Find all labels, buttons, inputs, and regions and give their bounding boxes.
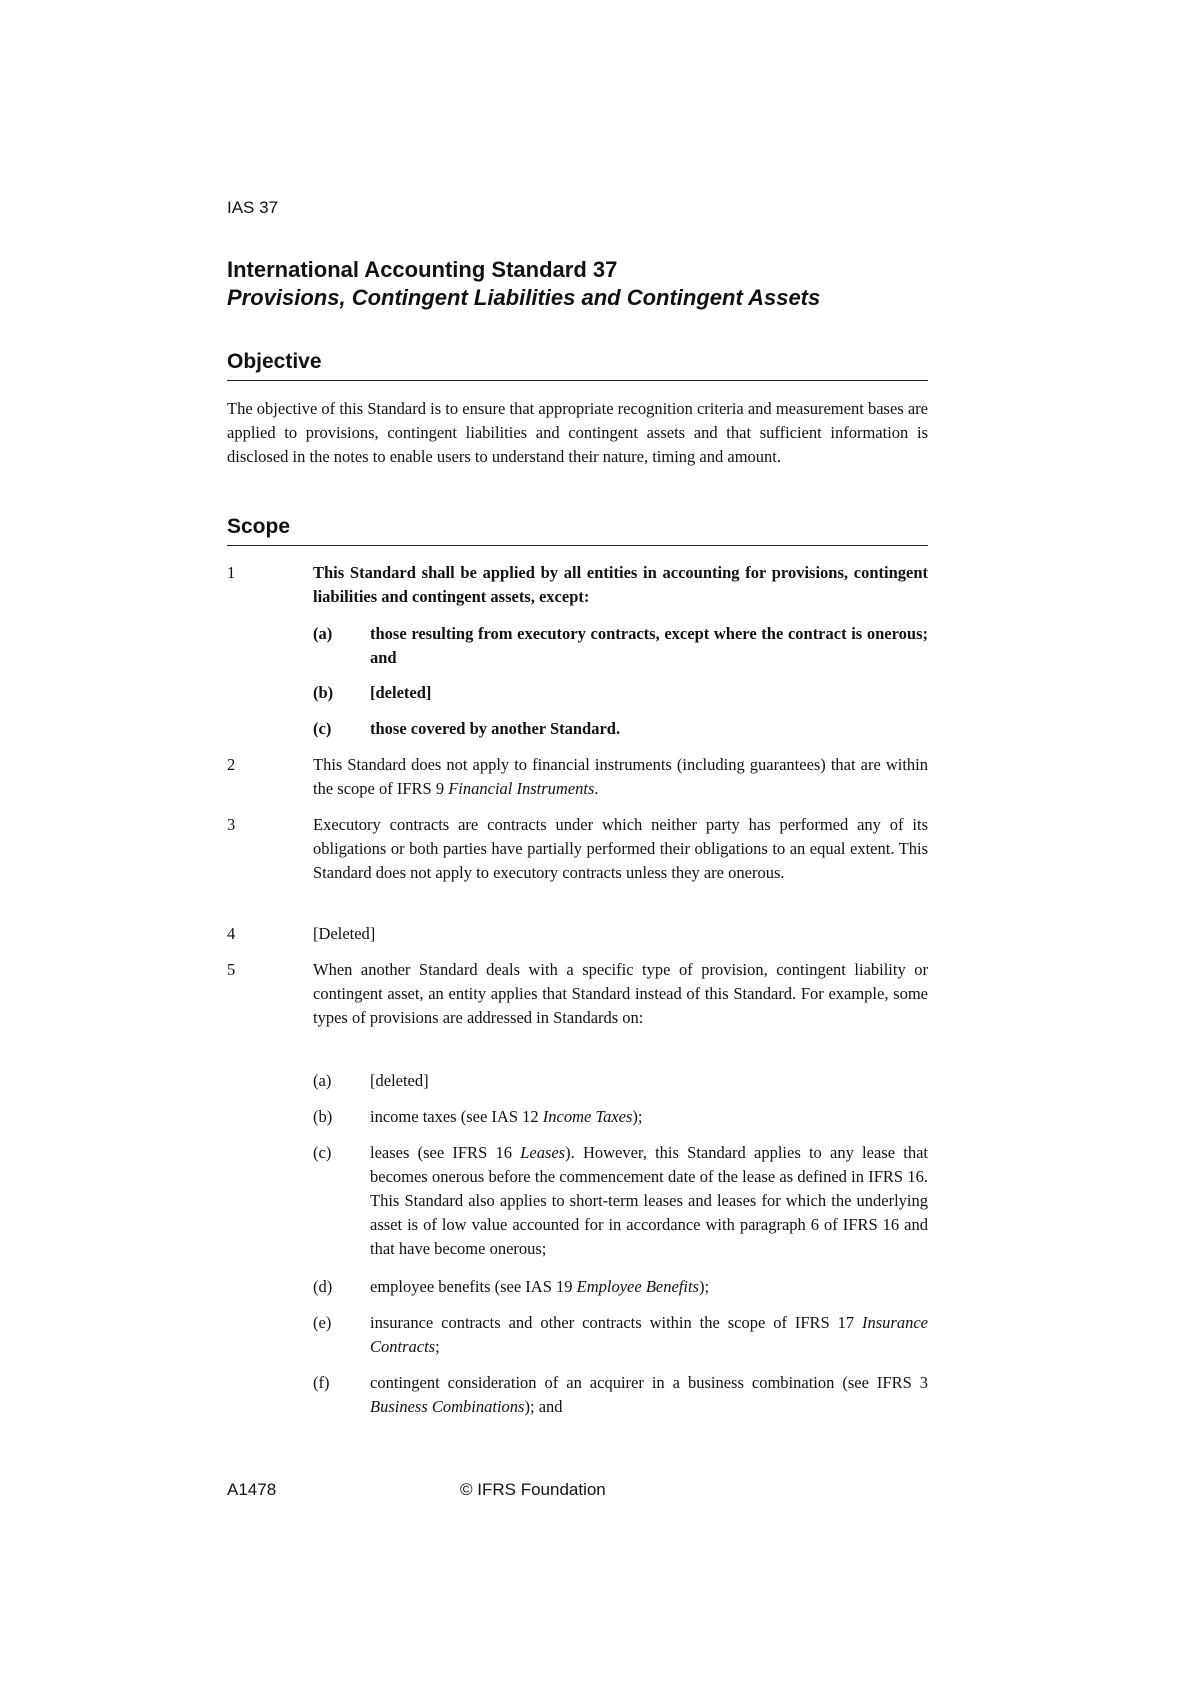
- standard-name: Employee Benefits: [576, 1277, 699, 1296]
- paragraph-text: [Deleted]: [313, 924, 376, 943]
- list-label: (f): [313, 1373, 330, 1392]
- list-text: [370, 1311, 928, 1359]
- list-label: (d): [313, 1277, 333, 1296]
- list-text: [370, 1141, 928, 1261]
- text-run: insurance contracts and other contracts within the scope of IFRS 17: [370, 1313, 863, 1332]
- paragraph-text: When another Standard deals with a specific type of provision, contingent liability or contingent asset, an entity applies that Standard instead of this Standard. For example, some types of provisions are addressed in Standards on:: [313, 960, 928, 1027]
- list-label: (e): [313, 1313, 332, 1332]
- list-text: [deleted]: [370, 1071, 429, 1090]
- text-run: ); and: [524, 1397, 563, 1416]
- standard-name: Insurance Contracts: [370, 1313, 928, 1356]
- list-item-5b: [313, 1105, 928, 1129]
- text-run: );: [698, 1277, 710, 1296]
- paragraph-1: [227, 561, 928, 609]
- standard-name: Financial Instruments: [448, 779, 595, 798]
- standard-name: Income Taxes: [542, 1107, 633, 1126]
- copyright-notice: © IFRS Foundation: [460, 1480, 606, 1499]
- paragraph-3: [227, 813, 928, 885]
- standard-name: Leases: [520, 1143, 566, 1162]
- paragraph-number: 3: [227, 815, 236, 834]
- text-run: .: [594, 779, 599, 798]
- text-run: ;: [435, 1337, 440, 1356]
- text-run: income taxes (see IAS 12: [370, 1107, 543, 1126]
- list-label: (a): [313, 1071, 332, 1090]
- list-text: [370, 1105, 928, 1129]
- objective-text: The objective of this Standard is to ensure that appropriate recognition criteria and measurement bases are applied to provisions, contingent liabilities and contingent assets and that sufficient information is disclosed in the notes to enable users to understand their nature, timing and amount.: [227, 399, 928, 466]
- list-text: [370, 1371, 928, 1419]
- list-item-5c: [313, 1141, 928, 1261]
- text-run: ). However, this Standard applies to any lease that becomes onerous before the commencement date of the lease as defined in IFRS 16. This Standard also applies to short-term leases and leases for which the underlying asset is of low value accounted for in accordance with paragraph 6 of IFRS 16 and that have become onerous;: [370, 1143, 928, 1258]
- list-item-1c: [313, 717, 928, 741]
- scope-heading: Scope: [227, 515, 928, 546]
- paragraph-4: [227, 922, 928, 946]
- paragraph-text: Executory contracts are contracts under which neither party has performed any of its obligations or both parties have partially performed their obligations to an equal extent. This Standard does not apply to executory contracts unless they are onerous.: [313, 815, 928, 882]
- list-label: (c): [313, 1143, 332, 1162]
- list-item-5f: [313, 1371, 928, 1419]
- page-number: A1478: [227, 1480, 277, 1499]
- text-run: );: [632, 1107, 643, 1126]
- list-item-5e: [313, 1311, 928, 1359]
- list-text: [370, 1275, 928, 1299]
- paragraph-text: This Standard shall be applied by all entities in accounting for provisions, contingent liabilities and contingent assets, except:: [313, 563, 928, 606]
- text-run: employee benefits (see IAS 19: [370, 1277, 577, 1296]
- paragraph-number: 1: [227, 563, 236, 582]
- paragraph-5: [227, 958, 928, 1030]
- paragraph-number: 5: [227, 960, 236, 979]
- standard-name: Business Combinations: [370, 1397, 525, 1416]
- list-label: (b): [313, 1107, 333, 1126]
- paragraph-number: 4: [227, 924, 236, 943]
- paragraph-2: [227, 753, 928, 801]
- list-text: those covered by another Standard.: [370, 719, 621, 738]
- list-label: (b): [313, 683, 334, 702]
- objective-heading: Objective: [227, 350, 928, 381]
- standard-title: International Accounting Standard 37: [227, 257, 618, 282]
- standard-subtitle: Provisions, Contingent Liabilities and Contingent Assets: [227, 285, 821, 310]
- list-label: (c): [313, 719, 332, 738]
- running-head: IAS 37: [227, 198, 279, 217]
- paragraph-number: 2: [227, 755, 236, 774]
- text-run: This Standard does not apply to financial instruments (including guarantees) that are within the scope of IFRS 9: [313, 755, 928, 798]
- title-block: [227, 256, 927, 312]
- paragraph-text: [313, 753, 928, 801]
- list-item-1b: [313, 681, 928, 705]
- list-text: those resulting from executory contracts, except where the contract is onerous; and: [370, 624, 928, 667]
- list-label: (a): [313, 624, 333, 643]
- list-text: [deleted]: [370, 683, 432, 702]
- list-item-5a: [313, 1069, 928, 1093]
- list-item-5d: [313, 1275, 928, 1299]
- text-run: contingent consideration of an acquirer in a business combination (see IFRS 3: [370, 1373, 928, 1392]
- text-run: leases (see IFRS 16: [370, 1143, 521, 1162]
- list-item-1a: [313, 622, 928, 670]
